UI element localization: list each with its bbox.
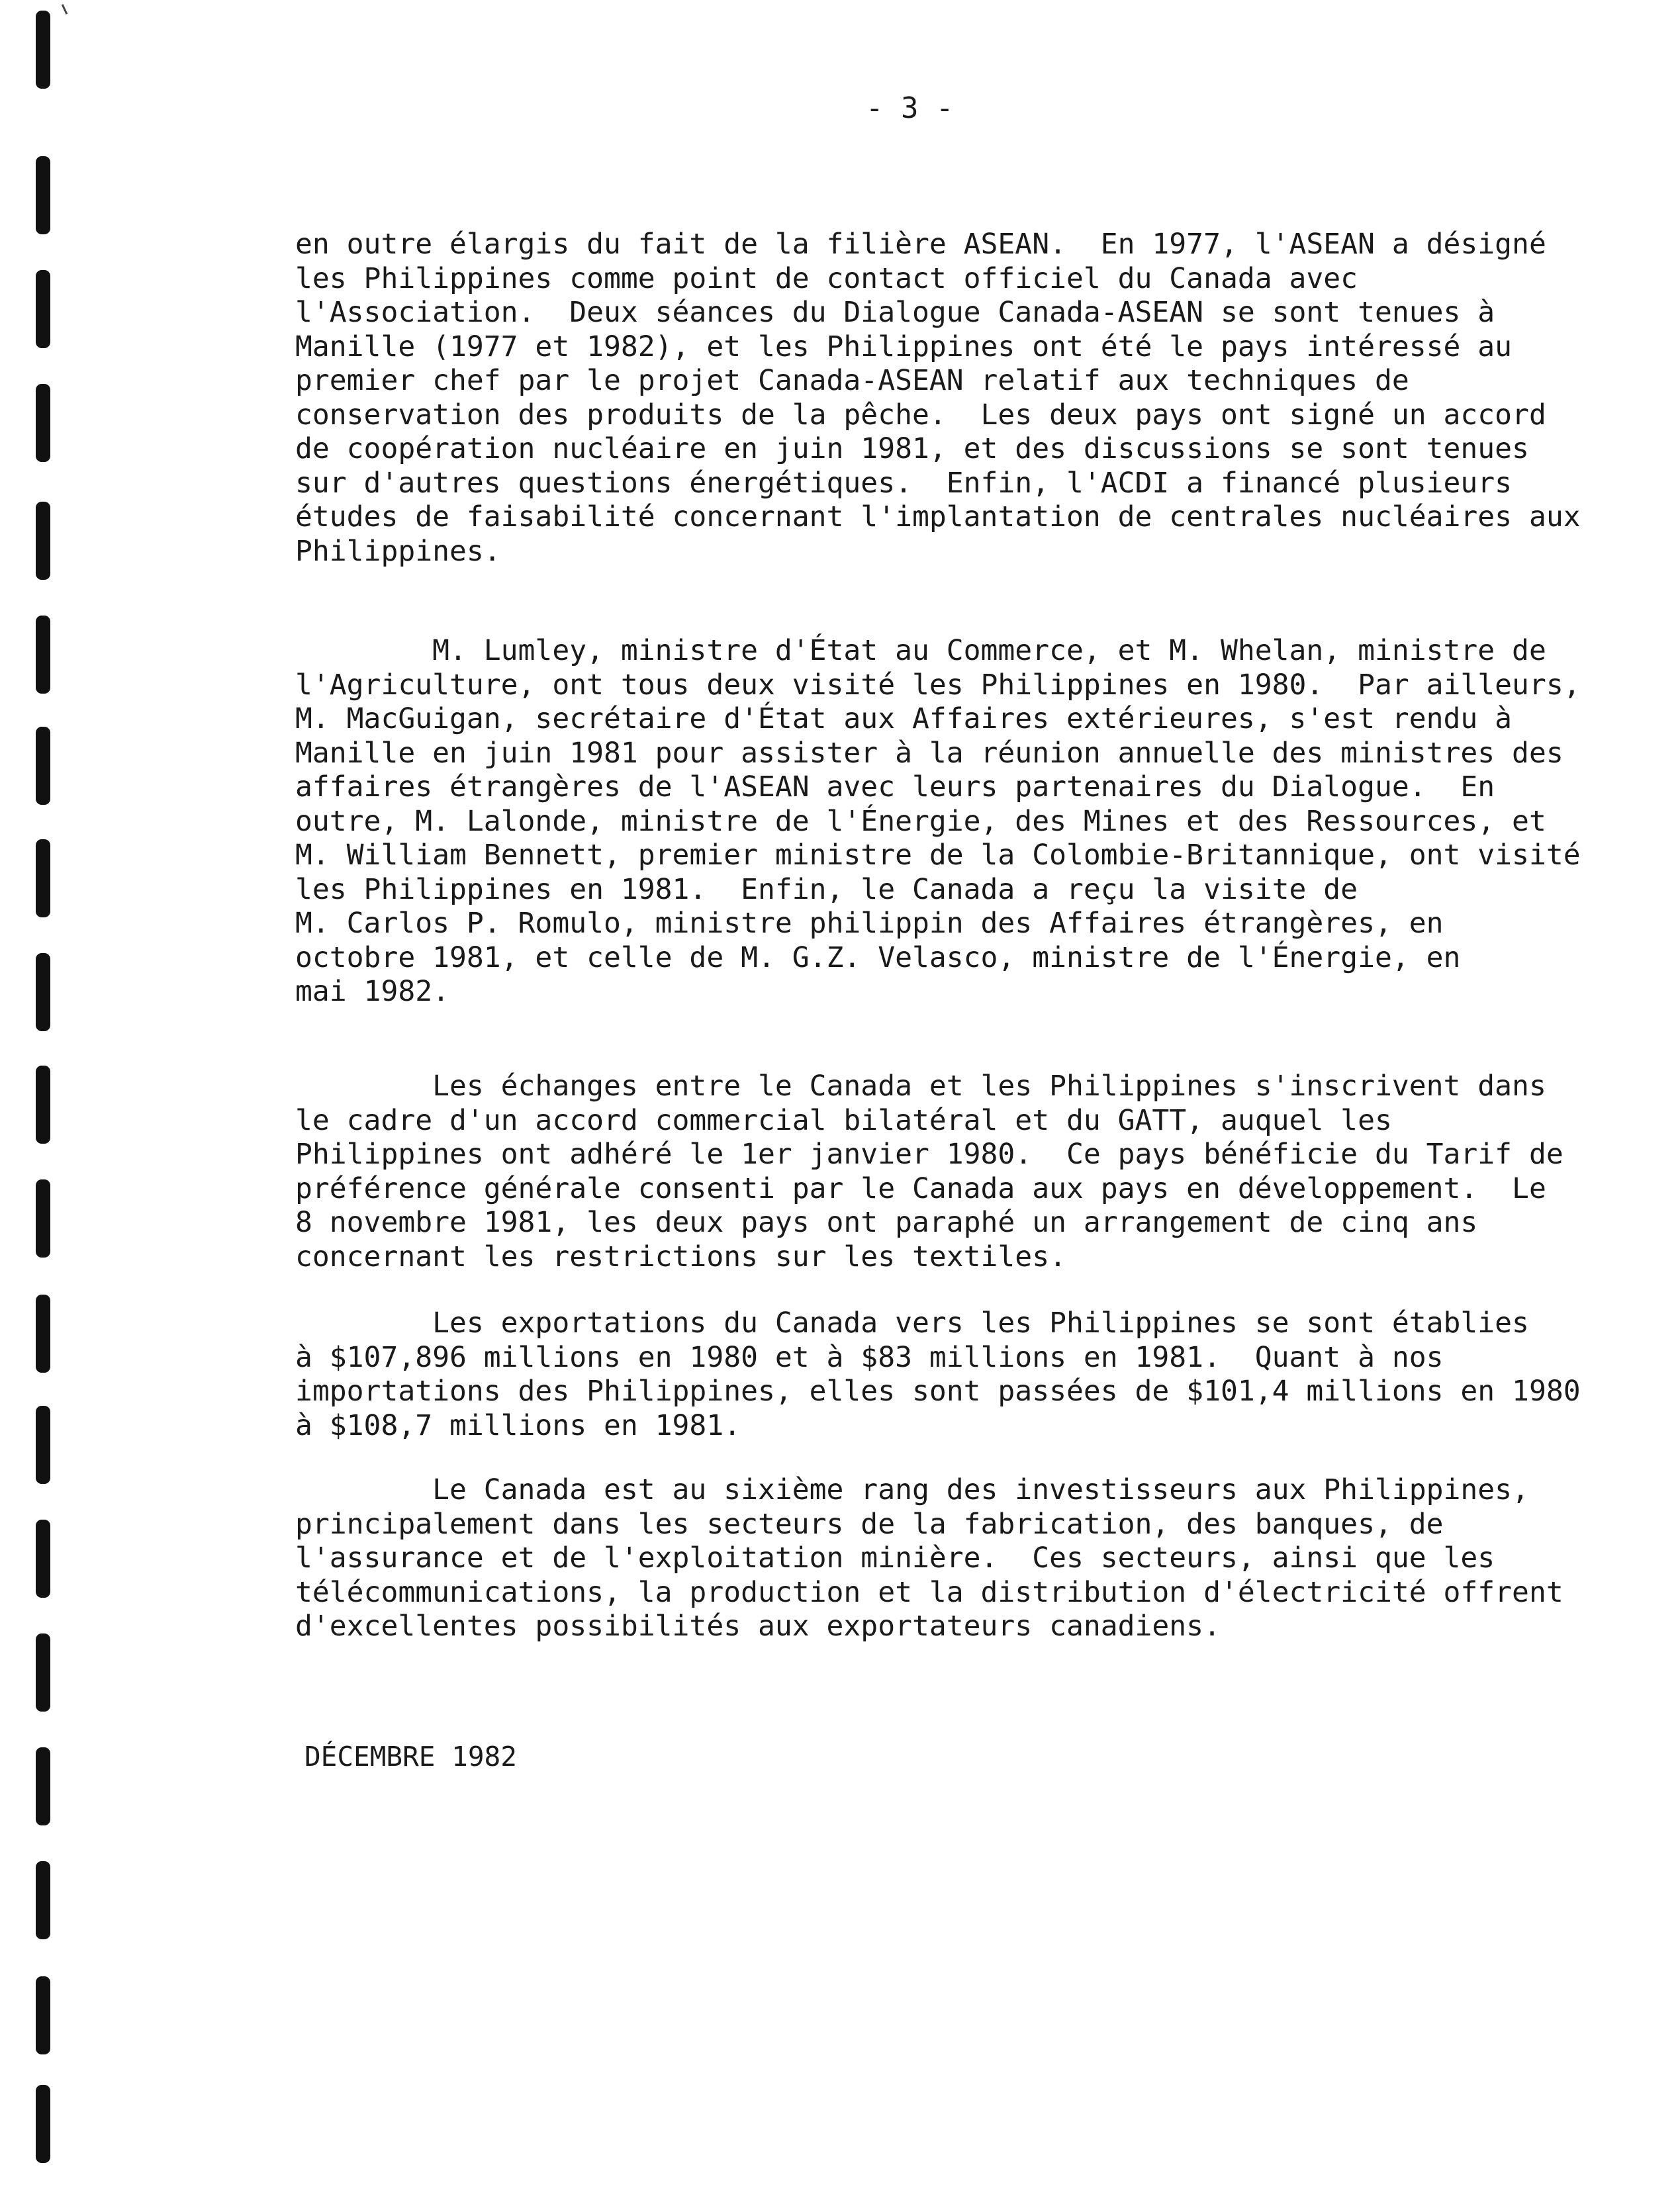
text-line: octobre 1981, et celle de M. G.Z. Velasco, ministre de l'Énergie, en: [295, 941, 1461, 974]
paragraph-exports-imports: [295, 1307, 1581, 1443]
binder-hole: [36, 953, 50, 1031]
text-line: en outre élargis du fait de la filière ASEAN. En 1977, l'ASEAN a désigné: [295, 228, 1546, 261]
text-line: importations des Philippines, elles sont passées de $101,4 millions en 1980: [295, 1375, 1581, 1408]
text-line: à $107,896 millions en 1980 et à $83 millions en 1981. Quant à nos: [295, 1340, 1444, 1374]
binder-hole: [36, 616, 50, 694]
text-line: M. Carlos P. Romulo, ministre philippin des Affaires étrangères, en: [295, 907, 1444, 940]
binder-hole: [36, 384, 50, 462]
text-line: principalement dans les secteurs de la fabrication, des banques, de: [295, 1507, 1444, 1541]
text-line: M. Lumley, ministre d'État au Commerce, et M. Whelan, ministre de: [295, 634, 1546, 667]
text-line: Les exportations du Canada vers les Philippines se sont établies: [295, 1307, 1529, 1340]
text-line: conservation des produits de la pêche. Les deux pays ont signé un accord: [295, 398, 1546, 432]
paragraph-investment: [295, 1473, 1563, 1644]
binder-hole: [36, 727, 50, 805]
text-line: le cadre d'un accord commercial bilatéral et du GATT, auquel les: [295, 1103, 1392, 1137]
text-line: concernant les restrictions sur les textiles.: [295, 1240, 1066, 1273]
text-line: les Philippines comme point de contact officiel du Canada avec: [295, 261, 1358, 295]
text-line: télécommunications, la production et la distribution d'électricité offrent: [295, 1575, 1563, 1609]
text-line: d'excellentes possibilités aux exportateurs canadiens.: [295, 1610, 1221, 1643]
text-line: Philippines.: [295, 534, 501, 568]
paragraph-asean-context: [295, 228, 1581, 569]
text-line: Manille en juin 1981 pour assister à la réunion annuelle des ministres des: [295, 736, 1563, 770]
text-line: études de faisabilité concernant l'implantation de centrales nucléaires aux: [295, 500, 1581, 533]
document-date: DÉCEMBRE 1982: [304, 1741, 517, 1772]
binder-hole: [36, 1406, 50, 1484]
text-line: l'Association. Deux séances du Dialogue Canada-ASEAN se sont tenues à: [295, 296, 1495, 329]
binder-hole: [36, 502, 50, 580]
text-line: Philippines ont adhéré le 1er janvier 1980. Ce pays bénéficie du Tarif de: [295, 1138, 1563, 1171]
text-line: préférence générale consenti par le Canada aux pays en développement. Le: [295, 1172, 1546, 1205]
text-line: M. William Bennett, premier ministre de la Colombie-Britannique, ont visité: [295, 839, 1581, 872]
binder-hole: [36, 1861, 50, 1939]
binder-hole: [36, 839, 50, 917]
text-line: mai 1982.: [295, 975, 449, 1008]
text-line: M. MacGuigan, secrétaire d'État aux Affaires extérieures, s'est rendu à: [295, 702, 1513, 735]
binder-hole: [36, 1295, 50, 1373]
text-line: outre, M. Lalonde, ministre de l'Énergie, des Mines et des Ressources, et: [295, 804, 1546, 838]
paragraph-ministerial-visits: [295, 634, 1581, 1009]
text-line: Les échanges entre le Canada et les Philippines s'inscrivent dans: [295, 1070, 1546, 1103]
text-line: l'Agriculture, ont tous deux visité les Philippines en 1980. Par ailleurs,: [295, 668, 1581, 702]
text-line: 8 novembre 1981, les deux pays ont paraphé un arrangement de cinq ans: [295, 1206, 1478, 1239]
binder-hole: [36, 1976, 50, 2054]
binder-hole: [36, 156, 50, 234]
paragraph-trade-agreement: [295, 1070, 1563, 1274]
text-line: de coopération nucléaire en juin 1981, et des discussions se sont tenues: [295, 432, 1529, 465]
text-line: les Philippines en 1981. Enfin, le Canada a reçu la visite de: [295, 872, 1358, 906]
page-number: - 3 -: [866, 91, 954, 125]
binder-hole: [36, 1179, 50, 1258]
binder-hole: [36, 1747, 50, 1825]
binder-hole: [36, 270, 50, 348]
text-line: sur d'autres questions énergétiques. Enfin, l'ACDI a financé plusieurs: [295, 466, 1513, 500]
text-line: l'assurance et de l'exploitation minière. Ces secteurs, ainsi que les: [295, 1541, 1495, 1575]
binder-hole-column: [24, 0, 64, 2206]
binder-hole: [36, 1633, 50, 1712]
text-line: Manille (1977 et 1982), et les Philippines ont été le pays intéressé au: [295, 330, 1513, 363]
text-line: Le Canada est au sixième rang des investisseurs aux Philippines,: [295, 1473, 1529, 1506]
text-line: à $108,7 millions en 1981.: [295, 1408, 741, 1442]
binder-hole: [36, 1520, 50, 1598]
binder-hole: [36, 11, 50, 89]
binder-hole: [36, 1066, 50, 1144]
binder-hole: [36, 2085, 50, 2163]
text-line: premier chef par le projet Canada-ASEAN relatif aux techniques de: [295, 364, 1409, 397]
text-line: affaires étrangères de l'ASEAN avec leurs partenaires du Dialogue. En: [295, 770, 1495, 804]
